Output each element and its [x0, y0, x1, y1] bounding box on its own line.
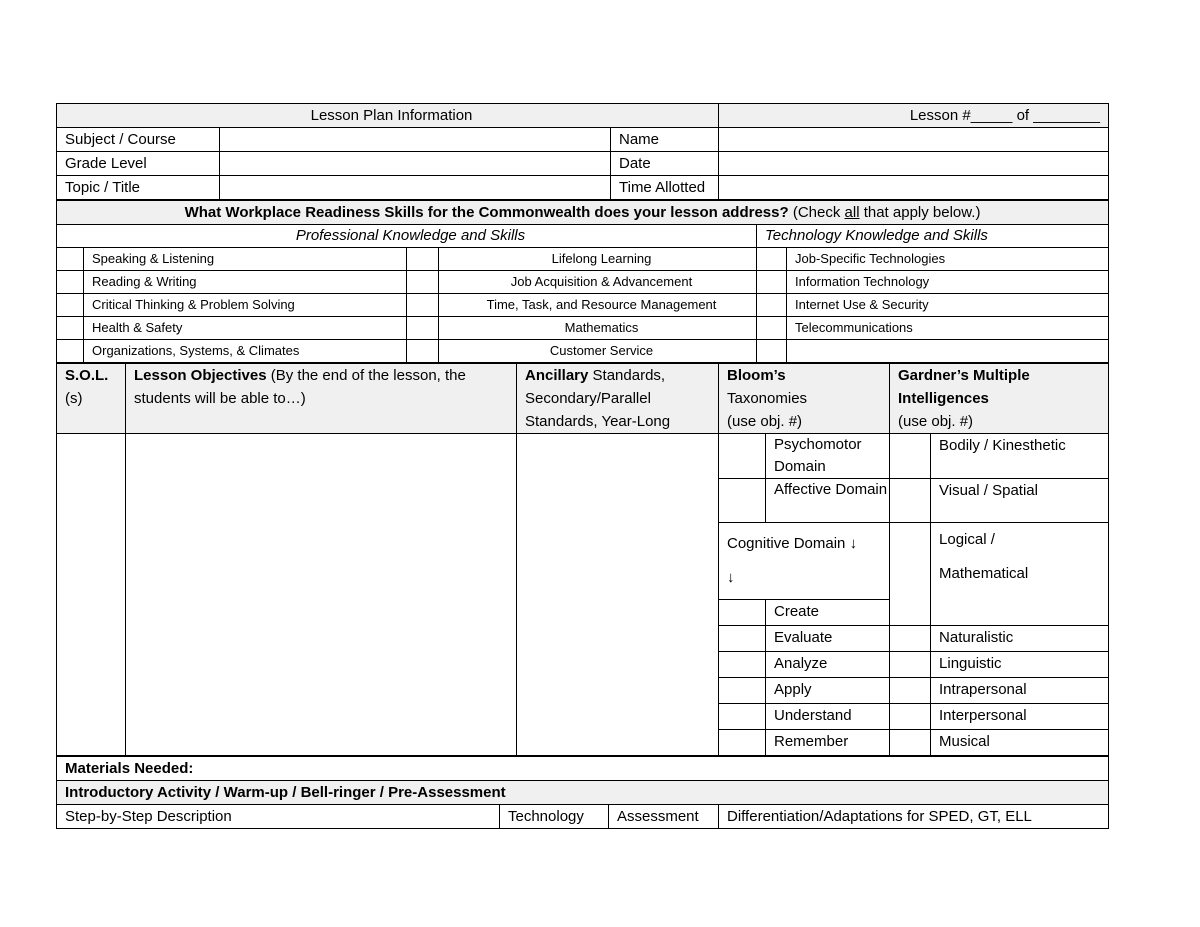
gardner-bodily: Bodily / Kinesthetic — [931, 434, 1109, 479]
assessment-header: Assessment — [609, 805, 719, 829]
grade-label: Grade Level — [57, 152, 220, 176]
ancillary-field[interactable] — [517, 434, 719, 756]
bloom-level: Create — [766, 600, 890, 626]
workplace-skills-table — [56, 200, 1109, 363]
skill-checkbox[interactable] — [757, 340, 787, 363]
bloom-level: Understand — [766, 704, 890, 730]
intro-activity-label: Introductory Activity / Warm-up / Bell-ringer / Pre-Assessment — [57, 781, 1109, 805]
bloom-level: Remember — [766, 730, 890, 756]
sol-header: S.O.L. (s) — [57, 364, 126, 434]
skill-checkbox[interactable] — [407, 317, 439, 340]
lesson-info-table — [56, 103, 1109, 200]
skill-checkbox[interactable] — [407, 271, 439, 294]
time-allotted-label: Time Allotted — [611, 176, 719, 200]
gardner-checkbox[interactable] — [890, 479, 931, 523]
skill-item — [787, 340, 1109, 363]
bloom-checkbox[interactable] — [719, 678, 766, 704]
skill-item: Lifelong Learning — [439, 248, 757, 271]
topic-field[interactable] — [220, 176, 611, 200]
skill-item: Reading & Writing — [84, 271, 407, 294]
bloom-cognitive: Cognitive Domain ↓ ↓ — [719, 523, 890, 600]
subject-label: Subject / Course — [57, 128, 220, 152]
skill-item: Job Acquisition & Advancement — [439, 271, 757, 294]
bloom-level: Apply — [766, 678, 890, 704]
skill-item: Job-Specific Technologies — [787, 248, 1109, 271]
skill-item: Time, Task, and Resource Management — [439, 294, 757, 317]
sol-field[interactable] — [57, 434, 126, 756]
topic-label: Topic / Title — [57, 176, 220, 200]
objectives-table — [56, 363, 1109, 756]
objectives-field[interactable] — [126, 434, 517, 756]
skill-checkbox[interactable] — [757, 317, 787, 340]
gardner-checkbox[interactable] — [890, 730, 931, 756]
time-allotted-field[interactable] — [719, 176, 1109, 200]
skill-item: Telecommunications — [787, 317, 1109, 340]
skill-item: Internet Use & Security — [787, 294, 1109, 317]
date-label: Date — [611, 152, 719, 176]
workplace-question: What Workplace Readiness Skills for the Commonwealth does your lesson address? (Check all that apply below.) — [57, 201, 1109, 225]
skill-checkbox[interactable] — [407, 340, 439, 363]
gardner-header: Gardner’s Multiple Intelligences (use obj. #) — [890, 364, 1109, 434]
skill-item: Health & Safety — [84, 317, 407, 340]
bloom-affective: Affective Domain — [766, 479, 890, 523]
skill-item: Mathematics — [439, 317, 757, 340]
skill-item: Information Technology — [787, 271, 1109, 294]
lesson-plan-info-heading: Lesson Plan Information — [57, 104, 719, 128]
bloom-checkbox[interactable] — [719, 479, 766, 523]
technology-header: Technology — [500, 805, 609, 829]
skill-item: Critical Thinking & Problem Solving — [84, 294, 407, 317]
bloom-psychomotor: Psychomotor Domain — [766, 434, 890, 479]
name-label: Name — [611, 128, 719, 152]
skill-checkbox[interactable] — [57, 271, 84, 294]
skill-checkbox[interactable] — [757, 294, 787, 317]
gardner-checkbox[interactable] — [890, 704, 931, 730]
step-description-header: Step-by-Step Description — [57, 805, 500, 829]
blooms-header: Bloom’s Taxonomies (use obj. #) — [719, 364, 890, 434]
subject-field[interactable] — [220, 128, 611, 152]
grade-field[interactable] — [220, 152, 611, 176]
bloom-checkbox[interactable] — [719, 730, 766, 756]
skill-checkbox[interactable] — [57, 317, 84, 340]
bloom-level: Evaluate — [766, 626, 890, 652]
skill-item: Organizations, Systems, & Climates — [84, 340, 407, 363]
materials-needed-label: Materials Needed: — [57, 757, 1109, 781]
skill-checkbox[interactable] — [407, 294, 439, 317]
professional-skills-heading: Professional Knowledge and Skills — [57, 225, 757, 248]
name-field[interactable] — [719, 128, 1109, 152]
bloom-checkbox[interactable] — [719, 652, 766, 678]
gardner-checkbox[interactable] — [890, 652, 931, 678]
gardner-checkbox[interactable] — [890, 434, 931, 479]
bloom-checkbox[interactable] — [719, 600, 766, 626]
skill-item: Speaking & Listening — [84, 248, 407, 271]
skill-checkbox[interactable] — [57, 294, 84, 317]
skill-checkbox[interactable] — [757, 271, 787, 294]
lesson-plan-form — [56, 103, 1108, 829]
ancillary-header: Ancillary Standards, Secondary/Parallel Standards, Year-Long — [517, 364, 719, 434]
gardner-item: Interpersonal — [931, 704, 1109, 730]
skill-item: Customer Service — [439, 340, 757, 363]
arrow-down-icon: ↓ — [727, 569, 735, 586]
date-field[interactable] — [719, 152, 1109, 176]
activity-table — [56, 756, 1109, 829]
gardner-item: Musical — [931, 730, 1109, 756]
gardner-item: Naturalistic — [931, 626, 1109, 652]
skill-checkbox[interactable] — [57, 248, 84, 271]
arrow-down-icon: ↓ — [849, 535, 858, 552]
gardner-item: Linguistic — [931, 652, 1109, 678]
bloom-checkbox[interactable] — [719, 626, 766, 652]
bloom-checkbox[interactable] — [719, 434, 766, 479]
gardner-logical: Logical / Mathematical — [931, 523, 1109, 626]
gardner-checkbox[interactable] — [890, 626, 931, 652]
gardner-visual: Visual / Spatial — [931, 479, 1109, 523]
lesson-objectives-header: Lesson Objectives (By the end of the lesson, the students will be able to…) — [126, 364, 517, 434]
skill-checkbox[interactable] — [407, 248, 439, 271]
differentiation-header: Differentiation/Adaptations for SPED, GT, ELL — [719, 805, 1109, 829]
skill-checkbox[interactable] — [57, 340, 84, 363]
bloom-checkbox[interactable] — [719, 704, 766, 730]
gardner-item: Intrapersonal — [931, 678, 1109, 704]
bloom-level: Analyze — [766, 652, 890, 678]
lesson-number-label: Lesson #_____ of ________ — [719, 104, 1109, 128]
gardner-checkbox[interactable] — [890, 678, 931, 704]
gardner-checkbox[interactable] — [890, 523, 931, 626]
technology-skills-heading: Technology Knowledge and Skills — [757, 225, 1109, 248]
skill-checkbox[interactable] — [757, 248, 787, 271]
